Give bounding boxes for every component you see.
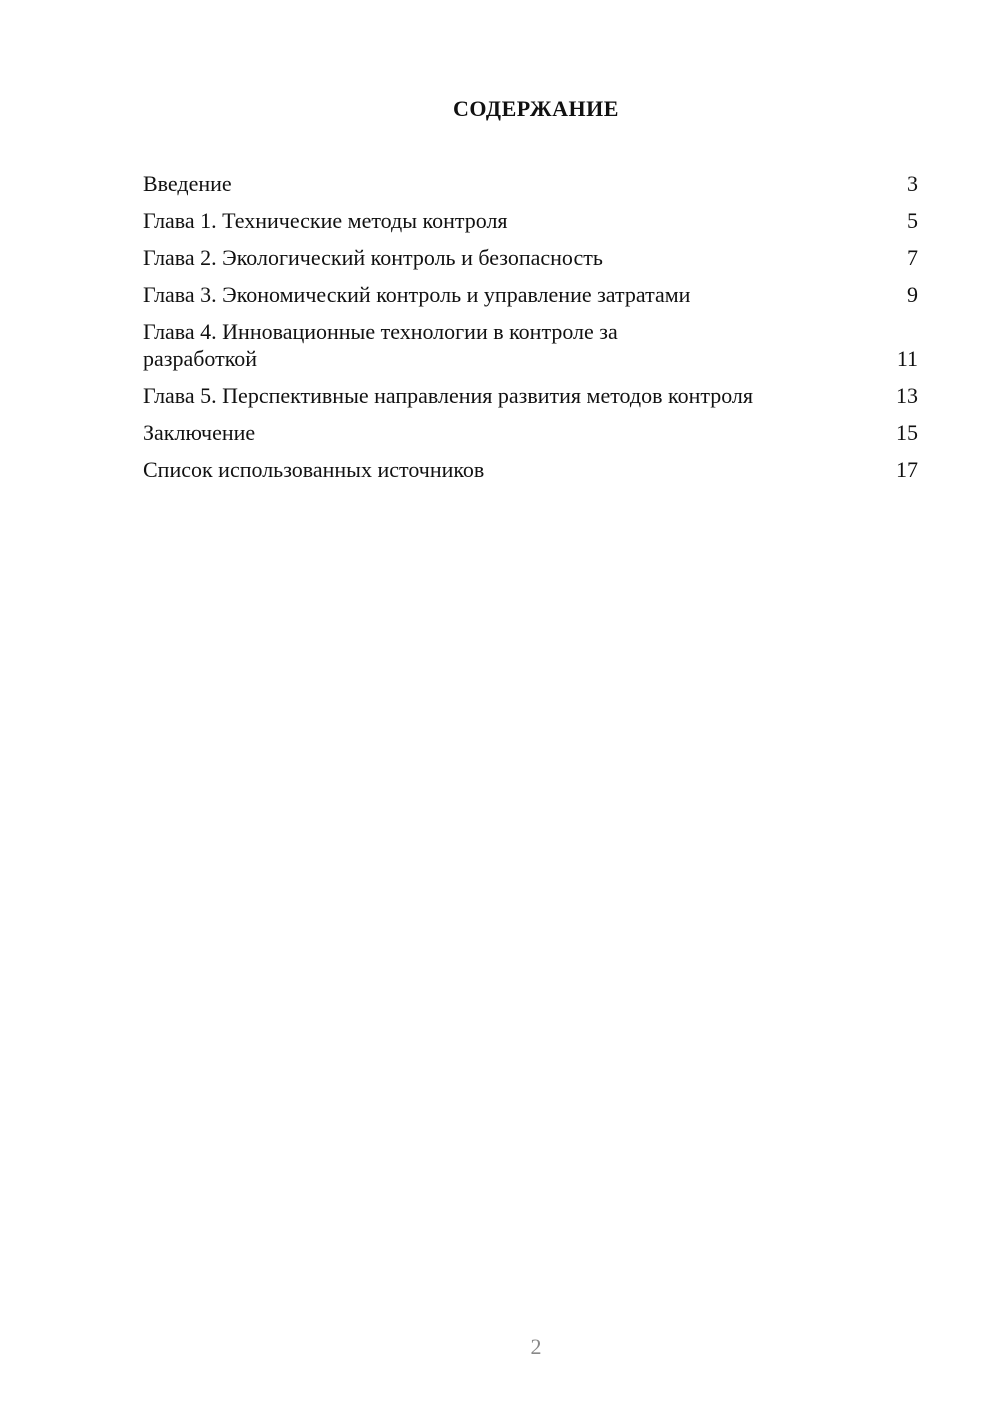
toc-entry-title: Заключение [143,420,256,445]
toc-entry-page: 17 [896,457,918,482]
toc-entry-chapter-5[interactable] [143,382,918,409]
toc-entry-chapter-3[interactable] [143,281,918,308]
toc-entry-introduction[interactable] [143,170,918,197]
toc-entry-page: 11 [896,346,918,371]
toc-entry-page: 7 [907,245,918,270]
toc-entry-title: Глава 3. Экономический контроль и управление затратами [143,282,691,307]
toc-entry-references[interactable] [143,456,918,483]
page-number: 2 [530,1334,542,1359]
toc-entry-title: Глава 2. Экологический контроль и безопасность [143,245,603,270]
toc-entry-title: Глава 4. Инновационные технологии в контроле за разработкой [143,319,618,371]
toc-entry-page: 13 [896,383,918,408]
toc-entry-page: 5 [907,208,918,233]
toc-entry-page: 3 [907,171,918,196]
toc-entry-conclusion[interactable] [143,419,918,446]
toc-entry-title: Глава 1. Технические методы контроля [143,208,508,233]
toc-entry-page: 9 [907,282,918,307]
toc-entry-chapter-1[interactable] [143,207,918,234]
page-title: СОДЕРЖАНИЕ [453,96,619,121]
toc-entry-title: Введение [143,171,232,196]
table-of-contents [143,170,918,493]
toc-entry-title: Глава 5. Перспективные направления развития методов контроля [143,383,754,408]
toc-entry-title: Список использованных источников [143,457,485,482]
toc-entry-chapter-2[interactable] [143,244,918,271]
toc-entry-page: 15 [896,420,918,445]
toc-entry-chapter-4[interactable] [143,318,918,372]
